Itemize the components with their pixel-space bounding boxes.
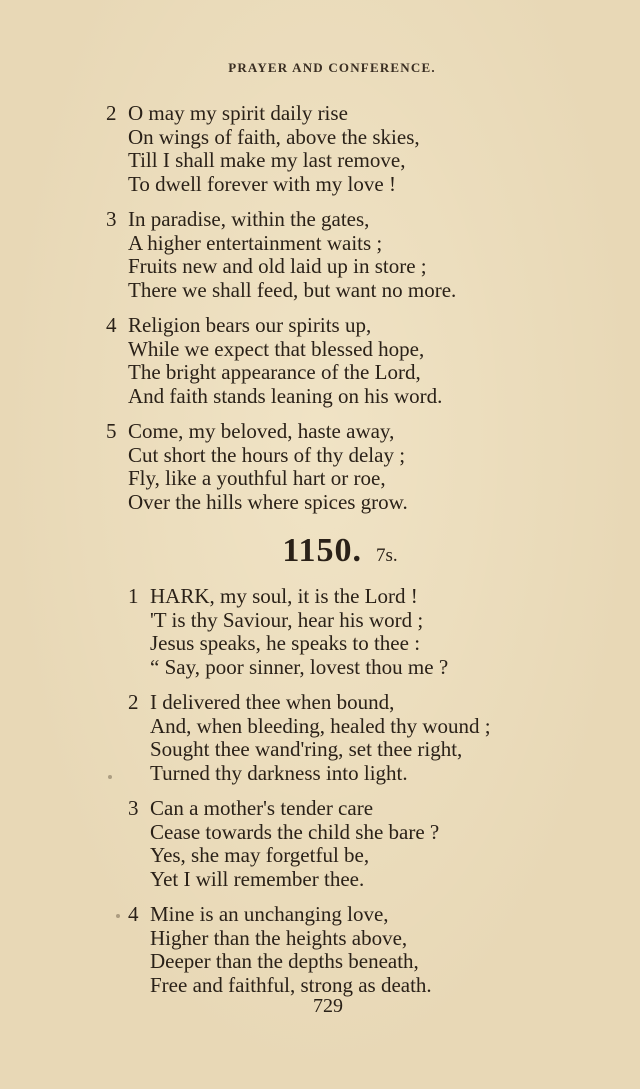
stanza-number: 3 xyxy=(106,207,117,231)
verse-line: Turned thy darkness into light. xyxy=(150,760,408,785)
stanza-number: 1 xyxy=(128,584,139,608)
paper-speck xyxy=(116,914,120,918)
stanza-5 xyxy=(106,420,408,514)
stanza-2 xyxy=(106,102,420,196)
running-head: PRAYER AND CONFERENCE. xyxy=(228,60,436,75)
stanza-number: 4 xyxy=(128,902,139,926)
verse-line: A higher entertainment waits ; xyxy=(128,230,383,255)
verse-line: Till I shall make my last remove, xyxy=(128,148,406,172)
verse-line: To dwell forever with my love ! xyxy=(128,171,396,196)
hymn-stanza-3 xyxy=(128,797,439,891)
verse-line: Jesus speaks, he speaks to thee : xyxy=(150,631,421,655)
stanza-number: 2 xyxy=(106,101,117,125)
verse-line: Cut short the hours of thy delay ; xyxy=(128,442,406,467)
hymn-number: 1150. xyxy=(282,532,362,569)
verse-line: The bright appearance of the Lord, xyxy=(128,360,421,384)
stanza-number: 4 xyxy=(106,313,117,337)
verse-line: There we shall feed, but want no more. xyxy=(128,277,457,302)
verse-line: On wings of faith, above the skies, xyxy=(128,124,420,149)
verse-line: Yet I will remember thee. xyxy=(150,866,365,891)
verse-line: Yes, she may forgetful be, xyxy=(150,843,370,867)
verse-line: Cease towards the child she bare ? xyxy=(150,819,440,844)
verse-line: Free and faithful, strong as death. xyxy=(150,972,432,997)
verse-line: “ Say, poor sinner, lovest thou me ? xyxy=(150,654,449,679)
stanza-3 xyxy=(106,208,456,302)
hymn-meter: 7s. xyxy=(375,545,398,566)
page-number: 729 xyxy=(313,995,343,1017)
stanza-number: 2 xyxy=(128,690,139,714)
paper-speck xyxy=(108,775,112,779)
verse-line: I delivered thee when bound, xyxy=(150,690,395,714)
verse-line: Mine is an unchanging love, xyxy=(150,902,389,926)
verse-line: In paradise, within the gates, xyxy=(128,207,370,231)
verse-line: Can a mother's tender care xyxy=(150,796,374,820)
verse-line: 'T is thy Saviour, hear his word ; xyxy=(150,607,424,632)
stanza-number: 3 xyxy=(128,796,139,820)
verse-line: Sought thee wand'ring, set thee right, xyxy=(150,737,463,761)
verse-line: Fly, like a youthful hart or roe, xyxy=(128,466,386,490)
verse-line: O may my spirit daily rise xyxy=(128,101,348,125)
verse-line: While we expect that blessed hope, xyxy=(128,336,425,361)
verse-line: Higher than the heights above, xyxy=(150,925,408,950)
verse-line: Over the hills where spices grow. xyxy=(128,489,408,514)
verse-line: And faith stands leaning on his word. xyxy=(128,383,443,408)
stanza-4 xyxy=(106,314,442,408)
verse-line: Religion bears our spirits up, xyxy=(128,313,372,337)
verse-line: Deeper than the depths beneath, xyxy=(150,949,419,973)
verse-line: And, when bleeding, healed thy wound ; xyxy=(150,713,491,738)
hymn-stanza-2 xyxy=(128,691,491,785)
hymn-stanza-1 xyxy=(128,585,448,679)
verse-line: HARK, my soul, it is the Lord ! xyxy=(150,584,418,608)
hymn-heading xyxy=(0,532,640,570)
hymn-stanza-4 xyxy=(128,903,432,997)
verse-line: Fruits new and old laid up in store ; xyxy=(128,254,427,278)
verse-line: Come, my beloved, haste away, xyxy=(128,419,395,443)
stanza-number: 5 xyxy=(106,419,117,443)
